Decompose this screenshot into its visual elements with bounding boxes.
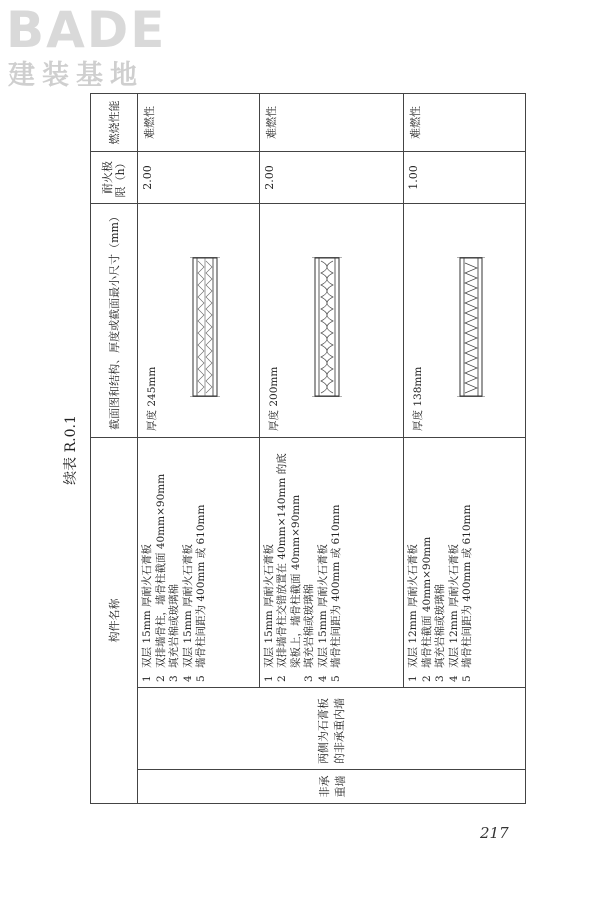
section-drawing-cell (259, 203, 403, 437)
combustibility-value: 难燃性 (138, 93, 260, 151)
list-item: 5 墙骨柱间距为 400mm 或 610mm (330, 504, 343, 682)
list-item: 3 填充岩棉或玻璃棉 (168, 584, 180, 682)
list-item: 5 墙骨柱间距为 400mm 或 610mm (461, 504, 474, 682)
component-items (138, 437, 260, 687)
fire-rating-value: 2.00 (138, 151, 260, 203)
section-drawing-cell (404, 203, 526, 437)
thickness-label: 厚度 138mm (412, 366, 425, 431)
thickness-label: 厚度 245mm (146, 366, 158, 431)
logo-wordmark: BADE (6, 1, 167, 59)
wall-section-drawing (190, 257, 220, 397)
wall-section-drawing (312, 257, 342, 397)
header-section: 截面图和结构、厚度或截面最小尺寸（mm） (91, 203, 138, 437)
header-fire-rating: 耐火极限（h） (91, 151, 138, 203)
component-items (404, 437, 526, 687)
category-cell: 非承重墙 (138, 770, 526, 804)
header-combustibility: 燃烧性能 (91, 93, 138, 151)
table-row (138, 93, 260, 803)
page-number: 217 (480, 824, 509, 842)
list-item: 4 双层 15mm 厚耐火石膏板 (316, 544, 329, 682)
list-item: 1 双层 12mm 厚耐火石膏板 (407, 544, 420, 682)
list-item: 5 墙骨柱间距为 400mm 或 610mm (195, 504, 207, 682)
wall-section-drawing (456, 257, 486, 397)
spec-table (90, 93, 526, 804)
rotated-page-content (60, 80, 520, 820)
section-drawing-cell (138, 203, 260, 437)
thickness-label: 厚度 200mm (267, 366, 280, 431)
list-item: 2 双排墙骨柱，墙骨柱截面 40mm×90mm (154, 473, 167, 682)
list-item: 4 双层 15mm 厚耐火石膏板 (181, 544, 194, 682)
list-item: 3 填充岩棉或玻璃棉 (434, 584, 447, 682)
list-item: 2 双排墙骨柱交错放置在 40mm×140mm 的底梁板上，墙骨柱截面 40mm×90mm (276, 453, 302, 682)
list-item: 2 墙骨柱截面 40mm×90mm (420, 536, 433, 682)
list-item: 3 填充岩棉或玻璃棉 (303, 584, 316, 682)
list-item: 1 双层 15mm 厚耐火石膏板 (262, 544, 275, 682)
table-header-row (91, 93, 138, 803)
list-item: 4 双层 12mm 厚耐火石膏板 (447, 544, 460, 682)
fire-rating-value: 2.00 (259, 151, 403, 203)
table-caption: 续表 R.0.1 (63, 415, 79, 485)
logo-subtitle: 建装基地 (8, 60, 144, 91)
header-name: 构件名称 (91, 437, 138, 803)
combustibility-value: 难燃性 (259, 93, 403, 151)
combustibility-value: 难燃性 (404, 93, 526, 151)
fire-rating-value: 1.00 (404, 151, 526, 203)
subcategory-cell: 两侧为石膏板的非承重内墙 (138, 688, 526, 770)
list-item: 1 双层 15mm 厚耐火石膏板 (141, 544, 153, 682)
component-items (259, 437, 403, 687)
